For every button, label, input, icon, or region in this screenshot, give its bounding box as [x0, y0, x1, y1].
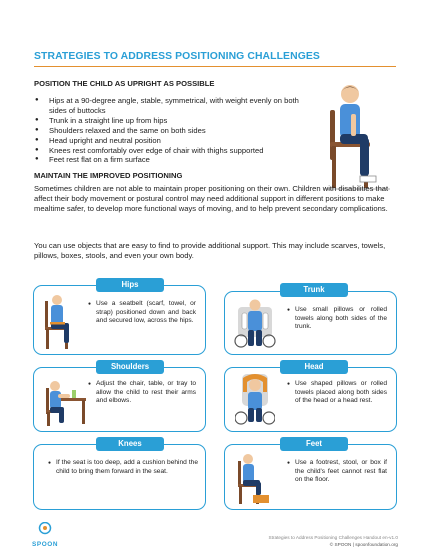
hips-illustration	[42, 293, 82, 349]
knees-tab-label: Knees	[96, 437, 164, 451]
objects-paragraph: You can use objects that are easy to find to provide additional support. This may include scarves, towels, pillows, boxes, stools, and even your own body.	[34, 241, 386, 260]
head-card-text: ● Use shaped pillows or rolled towels placed along both sides of the head or a head rest.	[287, 380, 387, 405]
feet-illustration	[235, 451, 273, 505]
upright-bullet-list	[34, 96, 314, 165]
bullet-item: ● Knees rest comfortably over edge of chair with thighs supported	[34, 146, 314, 156]
bullet-item: ● Hips at a 90-degree angle, stable, symmetrical, with weight evenly on both sides of buttocks	[34, 96, 314, 116]
shoulders-card-text: ● Adjust the chair, table, or tray to allow the child to rest their arms and elbows.	[88, 380, 196, 405]
page-title: STRATEGIES TO ADDRESS POSITIONING CHALLENGES	[34, 51, 320, 62]
bullet-item: ● Feet rest flat on a firm surface	[34, 155, 314, 165]
maintain-paragraph: Sometimes children are not able to maintain proper positioning on their own. Children with disabilities that affect their body movement or postural control may need additional support in different positions to make mealtime safer, to develop more functional ways of moving, and to help prevent secondary complications.	[34, 184, 389, 213]
hips-card-text: ● Use a seatbelt (scarf, towel, or strap) positioned down and back and secured low, across the hips.	[88, 300, 196, 325]
upright-seated-child-illustration	[318, 80, 396, 196]
footer-handout-title: Strategies to Address Positioning Challenges Handout en-v1.0	[268, 535, 398, 540]
head-illustration	[235, 372, 275, 428]
feet-card	[224, 444, 397, 510]
trunk-tab-label: Trunk	[280, 283, 348, 297]
shoulders-illustration	[42, 376, 88, 426]
bullet-item: ● Head upright and neutral position	[34, 136, 314, 146]
head-tab-label: Head	[280, 360, 348, 374]
spoon-logo-text: SPOON	[32, 541, 59, 548]
hips-tab-label: Hips	[96, 278, 164, 292]
footer-copyright: © SPOON | spoonfoundation.org	[329, 542, 398, 547]
feet-tab-label: Feet	[280, 437, 348, 451]
knees-card-text: ● If the seat is too deep, add a cushion behind the child to bring them forward in the seat.	[48, 459, 198, 475]
trunk-card-text: ● Use small pillows or rolled towels along both sides of the trunk.	[287, 306, 387, 331]
knees-card	[33, 444, 206, 510]
shoulders-card	[33, 367, 206, 432]
section-heading-maintain: MAINTAIN THE IMPROVED POSITIONING	[34, 171, 183, 180]
feet-card-text: ● Use a footrest, stool, or box if the child's feet cannot rest flat on the floor.	[287, 459, 387, 484]
trunk-illustration	[233, 297, 277, 351]
trunk-card	[224, 291, 397, 355]
hips-card	[33, 285, 206, 355]
bullet-item: ● Trunk in a straight line up from hips	[34, 116, 314, 126]
spoon-logo-icon	[32, 522, 58, 538]
title-divider	[34, 66, 396, 67]
bullet-item: ● Shoulders relaxed and the same on both sides	[34, 126, 314, 136]
spoon-logo	[32, 522, 58, 548]
shoulders-tab-label: Shoulders	[96, 360, 164, 374]
head-card	[224, 367, 397, 432]
section-heading-upright: POSITION THE CHILD AS UPRIGHT AS POSSIBLE	[34, 79, 215, 88]
